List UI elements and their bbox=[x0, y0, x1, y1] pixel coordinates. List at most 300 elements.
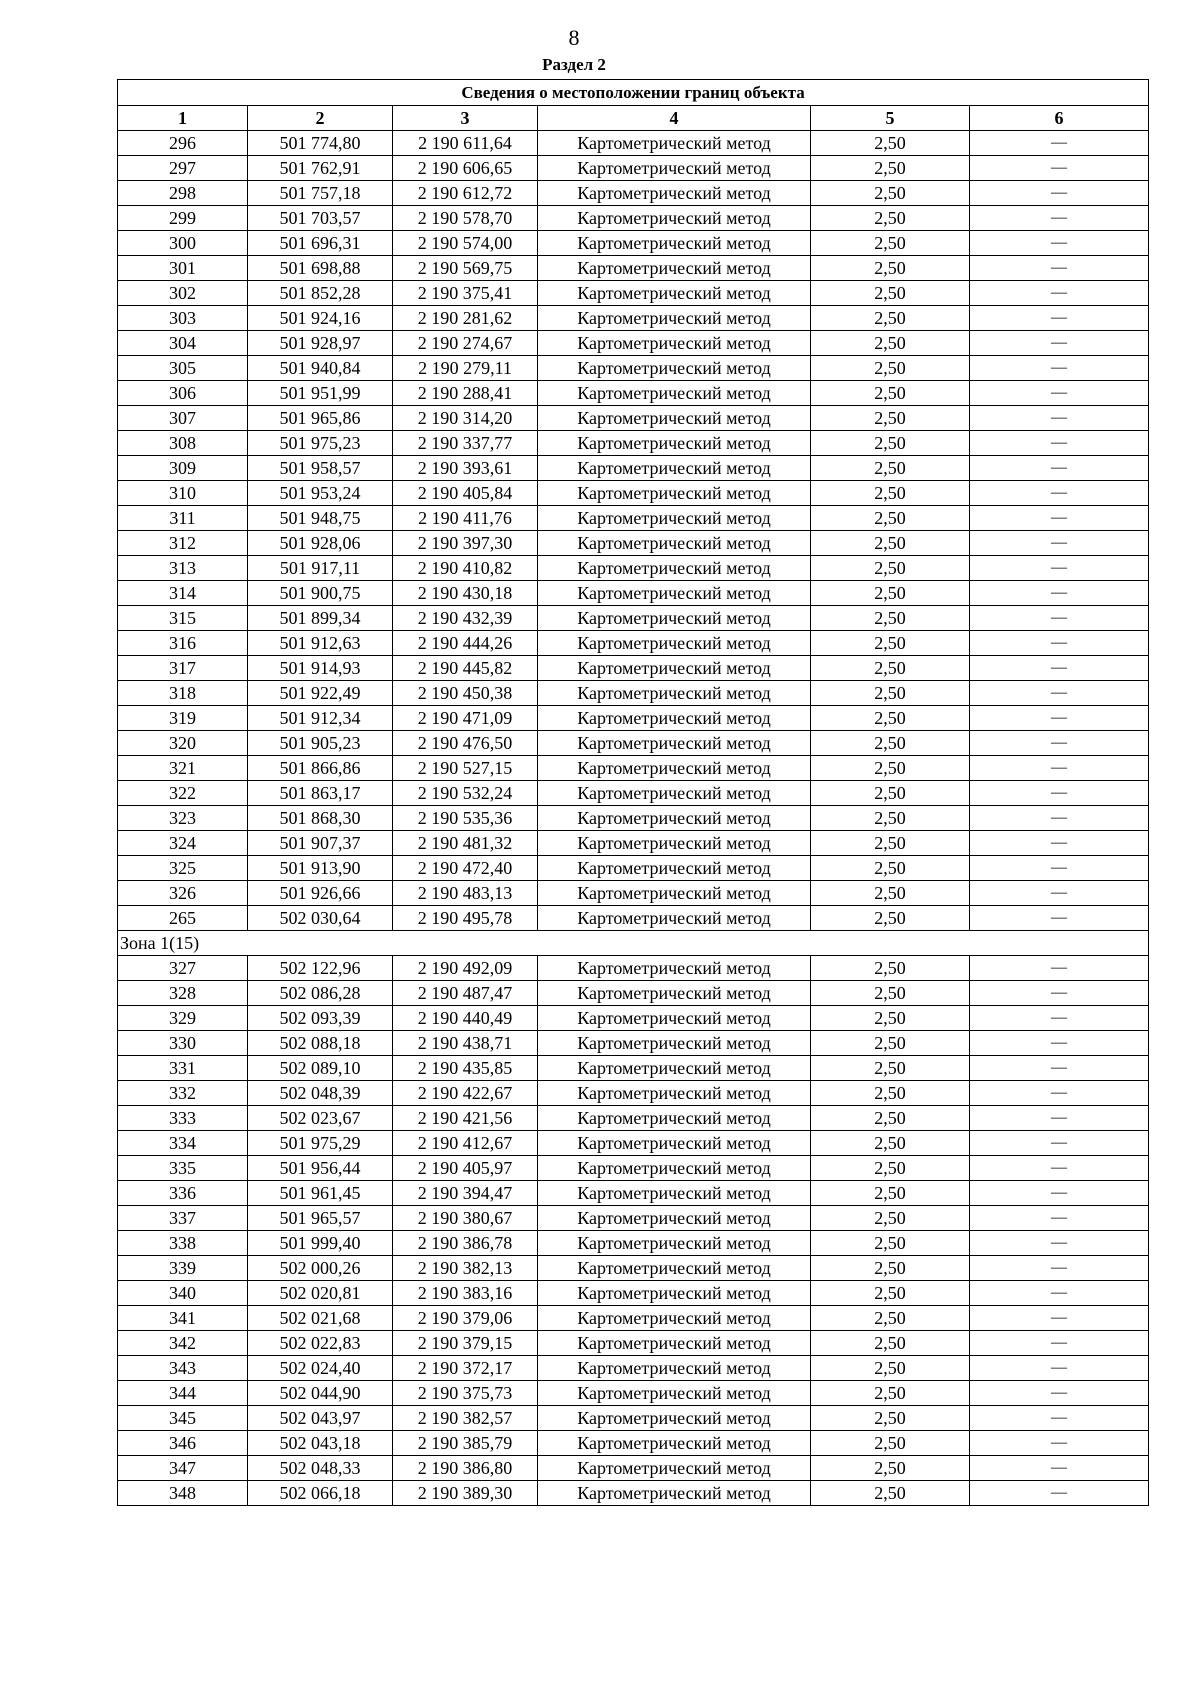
method-cell: Картометрический метод bbox=[538, 1056, 811, 1081]
coordinate-y-cell: 2 190 375,41 bbox=[393, 281, 538, 306]
note-cell: — bbox=[970, 906, 1149, 931]
table-row bbox=[118, 1256, 1149, 1281]
method-cell: Картометрический метод bbox=[538, 856, 811, 881]
table-row bbox=[118, 806, 1149, 831]
accuracy-cell: 2,50 bbox=[811, 381, 970, 406]
coordinate-y-cell: 2 190 394,47 bbox=[393, 1181, 538, 1206]
point-number-cell: 308 bbox=[118, 431, 248, 456]
point-number-cell: 340 bbox=[118, 1281, 248, 1306]
point-number-cell: 338 bbox=[118, 1231, 248, 1256]
note-cell: — bbox=[970, 1456, 1149, 1481]
note-cell: — bbox=[970, 781, 1149, 806]
coordinate-x-cell: 501 999,40 bbox=[248, 1231, 393, 1256]
note-cell: — bbox=[970, 131, 1149, 156]
note-cell: — bbox=[970, 306, 1149, 331]
method-cell: Картометрический метод bbox=[538, 556, 811, 581]
coordinate-x-cell: 501 928,97 bbox=[248, 331, 393, 356]
coordinate-x-cell: 501 696,31 bbox=[248, 231, 393, 256]
coordinate-y-cell: 2 190 281,62 bbox=[393, 306, 538, 331]
table-caption-row bbox=[118, 80, 1149, 106]
table-row bbox=[118, 731, 1149, 756]
accuracy-cell: 2,50 bbox=[811, 581, 970, 606]
accuracy-cell: 2,50 bbox=[811, 1381, 970, 1406]
accuracy-cell: 2,50 bbox=[811, 1206, 970, 1231]
note-cell: — bbox=[970, 731, 1149, 756]
method-cell: Картометрический метод bbox=[538, 756, 811, 781]
coordinate-x-cell: 502 089,10 bbox=[248, 1056, 393, 1081]
point-number-cell: 318 bbox=[118, 681, 248, 706]
coordinate-y-cell: 2 190 379,06 bbox=[393, 1306, 538, 1331]
accuracy-cell: 2,50 bbox=[811, 1056, 970, 1081]
coordinate-x-cell: 501 703,57 bbox=[248, 206, 393, 231]
accuracy-cell: 2,50 bbox=[811, 431, 970, 456]
point-number-cell: 323 bbox=[118, 806, 248, 831]
coordinate-x-cell: 502 000,26 bbox=[248, 1256, 393, 1281]
method-cell: Картометрический метод bbox=[538, 1081, 811, 1106]
point-number-cell: 303 bbox=[118, 306, 248, 331]
coordinate-x-cell: 501 907,37 bbox=[248, 831, 393, 856]
accuracy-cell: 2,50 bbox=[811, 1256, 970, 1281]
point-number-cell: 331 bbox=[118, 1056, 248, 1081]
method-cell: Картометрический метод bbox=[538, 356, 811, 381]
accuracy-cell: 2,50 bbox=[811, 306, 970, 331]
coordinate-y-cell: 2 190 410,82 bbox=[393, 556, 538, 581]
coordinate-x-cell: 502 024,40 bbox=[248, 1356, 393, 1381]
note-cell: — bbox=[970, 406, 1149, 431]
point-number-cell: 316 bbox=[118, 631, 248, 656]
point-number-cell: 345 bbox=[118, 1406, 248, 1431]
method-cell: Картометрический метод bbox=[538, 1031, 811, 1056]
note-cell: — bbox=[970, 256, 1149, 281]
method-cell: Картометрический метод bbox=[538, 1006, 811, 1031]
table-row bbox=[118, 1156, 1149, 1181]
coordinate-y-cell: 2 190 385,79 bbox=[393, 1431, 538, 1456]
coordinate-x-cell: 501 953,24 bbox=[248, 481, 393, 506]
accuracy-cell: 2,50 bbox=[811, 531, 970, 556]
table-row bbox=[118, 481, 1149, 506]
coordinate-y-cell: 2 190 421,56 bbox=[393, 1106, 538, 1131]
point-number-cell: 314 bbox=[118, 581, 248, 606]
coordinate-x-cell: 501 924,16 bbox=[248, 306, 393, 331]
boundary-coordinates-table bbox=[117, 79, 1149, 1506]
coordinate-x-cell: 501 965,86 bbox=[248, 406, 393, 431]
note-cell: — bbox=[970, 856, 1149, 881]
note-cell: — bbox=[970, 631, 1149, 656]
coordinate-x-cell: 501 926,66 bbox=[248, 881, 393, 906]
note-cell: — bbox=[970, 681, 1149, 706]
coordinate-y-cell: 2 190 288,41 bbox=[393, 381, 538, 406]
method-cell: Картометрический метод bbox=[538, 231, 811, 256]
table-row bbox=[118, 1456, 1149, 1481]
note-cell: — bbox=[970, 1006, 1149, 1031]
point-number-cell: 296 bbox=[118, 131, 248, 156]
coordinate-y-cell: 2 190 279,11 bbox=[393, 356, 538, 381]
method-cell: Картометрический метод bbox=[538, 1106, 811, 1131]
accuracy-cell: 2,50 bbox=[811, 156, 970, 181]
column-header-5: 5 bbox=[811, 106, 970, 131]
coordinate-x-cell: 501 961,45 bbox=[248, 1181, 393, 1206]
method-cell: Картометрический метод bbox=[538, 606, 811, 631]
coordinate-x-cell: 502 044,90 bbox=[248, 1381, 393, 1406]
accuracy-cell: 2,50 bbox=[811, 406, 970, 431]
table-row bbox=[118, 1331, 1149, 1356]
table-row bbox=[118, 406, 1149, 431]
method-cell: Картометрический метод bbox=[538, 506, 811, 531]
point-number-cell: 319 bbox=[118, 706, 248, 731]
method-cell: Картометрический метод bbox=[538, 181, 811, 206]
coordinate-x-cell: 501 940,84 bbox=[248, 356, 393, 381]
method-cell: Картометрический метод bbox=[538, 306, 811, 331]
table-row bbox=[118, 506, 1149, 531]
method-cell: Картометрический метод bbox=[538, 531, 811, 556]
table-row bbox=[118, 381, 1149, 406]
coordinate-x-cell: 502 043,18 bbox=[248, 1431, 393, 1456]
table-row bbox=[118, 631, 1149, 656]
table-row bbox=[118, 831, 1149, 856]
coordinate-x-cell: 501 975,23 bbox=[248, 431, 393, 456]
table-row bbox=[118, 981, 1149, 1006]
table-row bbox=[118, 531, 1149, 556]
note-cell: — bbox=[970, 381, 1149, 406]
coordinate-y-cell: 2 190 422,67 bbox=[393, 1081, 538, 1106]
coordinate-y-cell: 2 190 569,75 bbox=[393, 256, 538, 281]
note-cell: — bbox=[970, 1306, 1149, 1331]
accuracy-cell: 2,50 bbox=[811, 331, 970, 356]
column-header-3: 3 bbox=[393, 106, 538, 131]
note-cell: — bbox=[970, 956, 1149, 981]
accuracy-cell: 2,50 bbox=[811, 1131, 970, 1156]
point-number-cell: 307 bbox=[118, 406, 248, 431]
accuracy-cell: 2,50 bbox=[811, 1081, 970, 1106]
point-number-cell: 305 bbox=[118, 356, 248, 381]
accuracy-cell: 2,50 bbox=[811, 1481, 970, 1506]
coordinate-y-cell: 2 190 405,97 bbox=[393, 1156, 538, 1181]
accuracy-cell: 2,50 bbox=[811, 1431, 970, 1456]
note-cell: — bbox=[970, 1256, 1149, 1281]
point-number-cell: 335 bbox=[118, 1156, 248, 1181]
point-number-cell: 324 bbox=[118, 831, 248, 856]
note-cell: — bbox=[970, 831, 1149, 856]
point-number-cell: 265 bbox=[118, 906, 248, 931]
coordinate-y-cell: 2 190 612,72 bbox=[393, 181, 538, 206]
coordinate-y-cell: 2 190 471,09 bbox=[393, 706, 538, 731]
accuracy-cell: 2,50 bbox=[811, 131, 970, 156]
note-cell: — bbox=[970, 1331, 1149, 1356]
coordinate-x-cell: 502 043,97 bbox=[248, 1406, 393, 1431]
point-number-cell: 325 bbox=[118, 856, 248, 881]
coordinate-x-cell: 502 020,81 bbox=[248, 1281, 393, 1306]
accuracy-cell: 2,50 bbox=[811, 181, 970, 206]
method-cell: Картометрический метод bbox=[538, 206, 811, 231]
coordinate-y-cell: 2 190 476,50 bbox=[393, 731, 538, 756]
note-cell: — bbox=[970, 1281, 1149, 1306]
table-row bbox=[118, 856, 1149, 881]
table-row bbox=[118, 656, 1149, 681]
point-number-cell: 302 bbox=[118, 281, 248, 306]
method-cell: Картометрический метод bbox=[538, 1156, 811, 1181]
accuracy-cell: 2,50 bbox=[811, 556, 970, 581]
point-number-cell: 329 bbox=[118, 1006, 248, 1031]
coordinate-y-cell: 2 190 481,32 bbox=[393, 831, 538, 856]
note-cell: — bbox=[970, 806, 1149, 831]
accuracy-cell: 2,50 bbox=[811, 506, 970, 531]
note-cell: — bbox=[970, 1431, 1149, 1456]
coordinate-x-cell: 501 958,57 bbox=[248, 456, 393, 481]
coordinate-y-cell: 2 190 487,47 bbox=[393, 981, 538, 1006]
method-cell: Картометрический метод bbox=[538, 381, 811, 406]
column-header-4: 4 bbox=[538, 106, 811, 131]
coordinate-y-cell: 2 190 444,26 bbox=[393, 631, 538, 656]
table-row bbox=[118, 281, 1149, 306]
table-row bbox=[118, 1006, 1149, 1031]
accuracy-cell: 2,50 bbox=[811, 706, 970, 731]
table-row bbox=[118, 1081, 1149, 1106]
point-number-cell: 332 bbox=[118, 1081, 248, 1106]
column-header-row bbox=[118, 106, 1149, 131]
accuracy-cell: 2,50 bbox=[811, 456, 970, 481]
method-cell: Картометрический метод bbox=[538, 1306, 811, 1331]
note-cell: — bbox=[970, 1481, 1149, 1506]
method-cell: Картометрический метод bbox=[538, 1206, 811, 1231]
method-cell: Картометрический метод bbox=[538, 1281, 811, 1306]
accuracy-cell: 2,50 bbox=[811, 481, 970, 506]
table-row bbox=[118, 456, 1149, 481]
table-row bbox=[118, 606, 1149, 631]
coordinate-x-cell: 501 914,93 bbox=[248, 656, 393, 681]
coordinate-x-cell: 501 863,17 bbox=[248, 781, 393, 806]
coordinate-y-cell: 2 190 383,16 bbox=[393, 1281, 538, 1306]
coordinate-y-cell: 2 190 382,57 bbox=[393, 1406, 538, 1431]
coordinate-x-cell: 502 021,68 bbox=[248, 1306, 393, 1331]
note-cell: — bbox=[970, 531, 1149, 556]
coordinate-y-cell: 2 190 389,30 bbox=[393, 1481, 538, 1506]
coordinate-y-cell: 2 190 535,36 bbox=[393, 806, 538, 831]
coordinate-x-cell: 502 093,39 bbox=[248, 1006, 393, 1031]
coordinate-y-cell: 2 190 337,77 bbox=[393, 431, 538, 456]
coordinate-y-cell: 2 190 492,09 bbox=[393, 956, 538, 981]
point-number-cell: 339 bbox=[118, 1256, 248, 1281]
coordinate-x-cell: 502 022,83 bbox=[248, 1331, 393, 1356]
note-cell: — bbox=[970, 556, 1149, 581]
note-cell: — bbox=[970, 1231, 1149, 1256]
coordinate-x-cell: 501 922,49 bbox=[248, 681, 393, 706]
coordinate-x-cell: 501 866,86 bbox=[248, 756, 393, 781]
table-row bbox=[118, 1431, 1149, 1456]
point-number-cell: 311 bbox=[118, 506, 248, 531]
table-row bbox=[118, 1206, 1149, 1231]
accuracy-cell: 2,50 bbox=[811, 981, 970, 1006]
note-cell: — bbox=[970, 1356, 1149, 1381]
point-number-cell: 321 bbox=[118, 756, 248, 781]
coordinate-x-cell: 502 048,39 bbox=[248, 1081, 393, 1106]
table-row bbox=[118, 1481, 1149, 1506]
accuracy-cell: 2,50 bbox=[811, 1006, 970, 1031]
coordinate-x-cell: 501 774,80 bbox=[248, 131, 393, 156]
note-cell: — bbox=[970, 231, 1149, 256]
coordinate-y-cell: 2 190 372,17 bbox=[393, 1356, 538, 1381]
point-number-cell: 313 bbox=[118, 556, 248, 581]
point-number-cell: 310 bbox=[118, 481, 248, 506]
point-number-cell: 348 bbox=[118, 1481, 248, 1506]
accuracy-cell: 2,50 bbox=[811, 806, 970, 831]
point-number-cell: 344 bbox=[118, 1381, 248, 1406]
coordinate-x-cell: 502 066,18 bbox=[248, 1481, 393, 1506]
note-cell: — bbox=[970, 606, 1149, 631]
table-row bbox=[118, 131, 1149, 156]
note-cell: — bbox=[970, 581, 1149, 606]
method-cell: Картометрический метод bbox=[538, 581, 811, 606]
table-row bbox=[118, 1231, 1149, 1256]
table-row bbox=[118, 1131, 1149, 1156]
note-cell: — bbox=[970, 506, 1149, 531]
coordinate-x-cell: 501 913,90 bbox=[248, 856, 393, 881]
accuracy-cell: 2,50 bbox=[811, 1306, 970, 1331]
note-cell: — bbox=[970, 1131, 1149, 1156]
coordinate-y-cell: 2 190 611,64 bbox=[393, 131, 538, 156]
coordinate-x-cell: 501 900,75 bbox=[248, 581, 393, 606]
accuracy-cell: 2,50 bbox=[811, 831, 970, 856]
point-number-cell: 317 bbox=[118, 656, 248, 681]
table-row bbox=[118, 906, 1149, 931]
coordinate-y-cell: 2 190 430,18 bbox=[393, 581, 538, 606]
coordinate-y-cell: 2 190 606,65 bbox=[393, 156, 538, 181]
column-header-1: 1 bbox=[118, 106, 248, 131]
coordinate-y-cell: 2 190 314,20 bbox=[393, 406, 538, 431]
note-cell: — bbox=[970, 1106, 1149, 1131]
coordinate-y-cell: 2 190 379,15 bbox=[393, 1331, 538, 1356]
coordinate-x-cell: 501 951,99 bbox=[248, 381, 393, 406]
coordinate-x-cell: 501 868,30 bbox=[248, 806, 393, 831]
note-cell: — bbox=[970, 756, 1149, 781]
coordinate-y-cell: 2 190 574,00 bbox=[393, 231, 538, 256]
accuracy-cell: 2,50 bbox=[811, 1281, 970, 1306]
table-row bbox=[118, 181, 1149, 206]
table-row bbox=[118, 781, 1149, 806]
table-row bbox=[118, 1406, 1149, 1431]
method-cell: Картометрический метод bbox=[538, 806, 811, 831]
method-cell: Картометрический метод bbox=[538, 331, 811, 356]
accuracy-cell: 2,50 bbox=[811, 1031, 970, 1056]
accuracy-cell: 2,50 bbox=[811, 1456, 970, 1481]
coordinate-y-cell: 2 190 440,49 bbox=[393, 1006, 538, 1031]
coordinate-y-cell: 2 190 495,78 bbox=[393, 906, 538, 931]
coordinate-x-cell: 502 122,96 bbox=[248, 956, 393, 981]
coordinate-y-cell: 2 190 411,76 bbox=[393, 506, 538, 531]
table-row bbox=[118, 306, 1149, 331]
coordinate-y-cell: 2 190 438,71 bbox=[393, 1031, 538, 1056]
accuracy-cell: 2,50 bbox=[811, 631, 970, 656]
note-cell: — bbox=[970, 331, 1149, 356]
coordinate-y-cell: 2 190 445,82 bbox=[393, 656, 538, 681]
method-cell: Картометрический метод bbox=[538, 981, 811, 1006]
note-cell: — bbox=[970, 481, 1149, 506]
coordinate-y-cell: 2 190 382,13 bbox=[393, 1256, 538, 1281]
table-row bbox=[118, 681, 1149, 706]
coordinate-y-cell: 2 190 405,84 bbox=[393, 481, 538, 506]
coordinate-x-cell: 501 948,75 bbox=[248, 506, 393, 531]
coordinate-x-cell: 501 917,11 bbox=[248, 556, 393, 581]
table-row bbox=[118, 556, 1149, 581]
note-cell: — bbox=[970, 1381, 1149, 1406]
accuracy-cell: 2,50 bbox=[811, 1356, 970, 1381]
coordinate-y-cell: 2 190 432,39 bbox=[393, 606, 538, 631]
method-cell: Картометрический метод bbox=[538, 431, 811, 456]
accuracy-cell: 2,50 bbox=[811, 1331, 970, 1356]
table-row bbox=[118, 256, 1149, 281]
method-cell: Картометрический метод bbox=[538, 1431, 811, 1456]
method-cell: Картометрический метод bbox=[538, 1256, 811, 1281]
point-number-cell: 330 bbox=[118, 1031, 248, 1056]
method-cell: Картометрический метод bbox=[538, 1456, 811, 1481]
accuracy-cell: 2,50 bbox=[811, 956, 970, 981]
method-cell: Картометрический метод bbox=[538, 681, 811, 706]
note-cell: — bbox=[970, 1156, 1149, 1181]
table-row bbox=[118, 1381, 1149, 1406]
coordinate-y-cell: 2 190 397,30 bbox=[393, 531, 538, 556]
accuracy-cell: 2,50 bbox=[811, 356, 970, 381]
note-cell: — bbox=[970, 456, 1149, 481]
point-number-cell: 315 bbox=[118, 606, 248, 631]
method-cell: Картометрический метод bbox=[538, 1181, 811, 1206]
point-number-cell: 342 bbox=[118, 1331, 248, 1356]
table-row bbox=[118, 431, 1149, 456]
boundary-table-container bbox=[117, 79, 1148, 1506]
table-row bbox=[118, 1181, 1149, 1206]
method-cell: Картометрический метод bbox=[538, 1356, 811, 1381]
accuracy-cell: 2,50 bbox=[811, 656, 970, 681]
method-cell: Картометрический метод bbox=[538, 281, 811, 306]
method-cell: Картометрический метод bbox=[538, 881, 811, 906]
table-row bbox=[118, 956, 1149, 981]
note-cell: — bbox=[970, 206, 1149, 231]
coordinate-x-cell: 502 023,67 bbox=[248, 1106, 393, 1131]
accuracy-cell: 2,50 bbox=[811, 781, 970, 806]
coordinate-x-cell: 501 762,91 bbox=[248, 156, 393, 181]
note-cell: — bbox=[970, 881, 1149, 906]
note-cell: — bbox=[970, 981, 1149, 1006]
note-cell: — bbox=[970, 1031, 1149, 1056]
accuracy-cell: 2,50 bbox=[811, 681, 970, 706]
method-cell: Картометрический метод bbox=[538, 831, 811, 856]
note-cell: — bbox=[970, 356, 1149, 381]
accuracy-cell: 2,50 bbox=[811, 856, 970, 881]
table-row bbox=[118, 1306, 1149, 1331]
point-number-cell: 309 bbox=[118, 456, 248, 481]
accuracy-cell: 2,50 bbox=[811, 756, 970, 781]
table-row bbox=[118, 206, 1149, 231]
coordinate-y-cell: 2 190 412,67 bbox=[393, 1131, 538, 1156]
accuracy-cell: 2,50 bbox=[811, 906, 970, 931]
note-cell: — bbox=[970, 1056, 1149, 1081]
coordinate-x-cell: 501 912,34 bbox=[248, 706, 393, 731]
method-cell: Картометрический метод bbox=[538, 956, 811, 981]
table-row bbox=[118, 1356, 1149, 1381]
table-row bbox=[118, 706, 1149, 731]
table-row bbox=[118, 581, 1149, 606]
section-title: Раздел 2 bbox=[542, 55, 606, 74]
method-cell: Картометрический метод bbox=[538, 481, 811, 506]
table-body bbox=[118, 131, 1149, 1506]
method-cell: Картометрический метод bbox=[538, 656, 811, 681]
coordinate-x-cell: 501 912,63 bbox=[248, 631, 393, 656]
coordinate-y-cell: 2 190 483,13 bbox=[393, 881, 538, 906]
note-cell: — bbox=[970, 281, 1149, 306]
table-row bbox=[118, 156, 1149, 181]
method-cell: Картометрический метод bbox=[538, 406, 811, 431]
accuracy-cell: 2,50 bbox=[811, 606, 970, 631]
coordinate-x-cell: 501 899,34 bbox=[248, 606, 393, 631]
coordinate-y-cell: 2 190 274,67 bbox=[393, 331, 538, 356]
